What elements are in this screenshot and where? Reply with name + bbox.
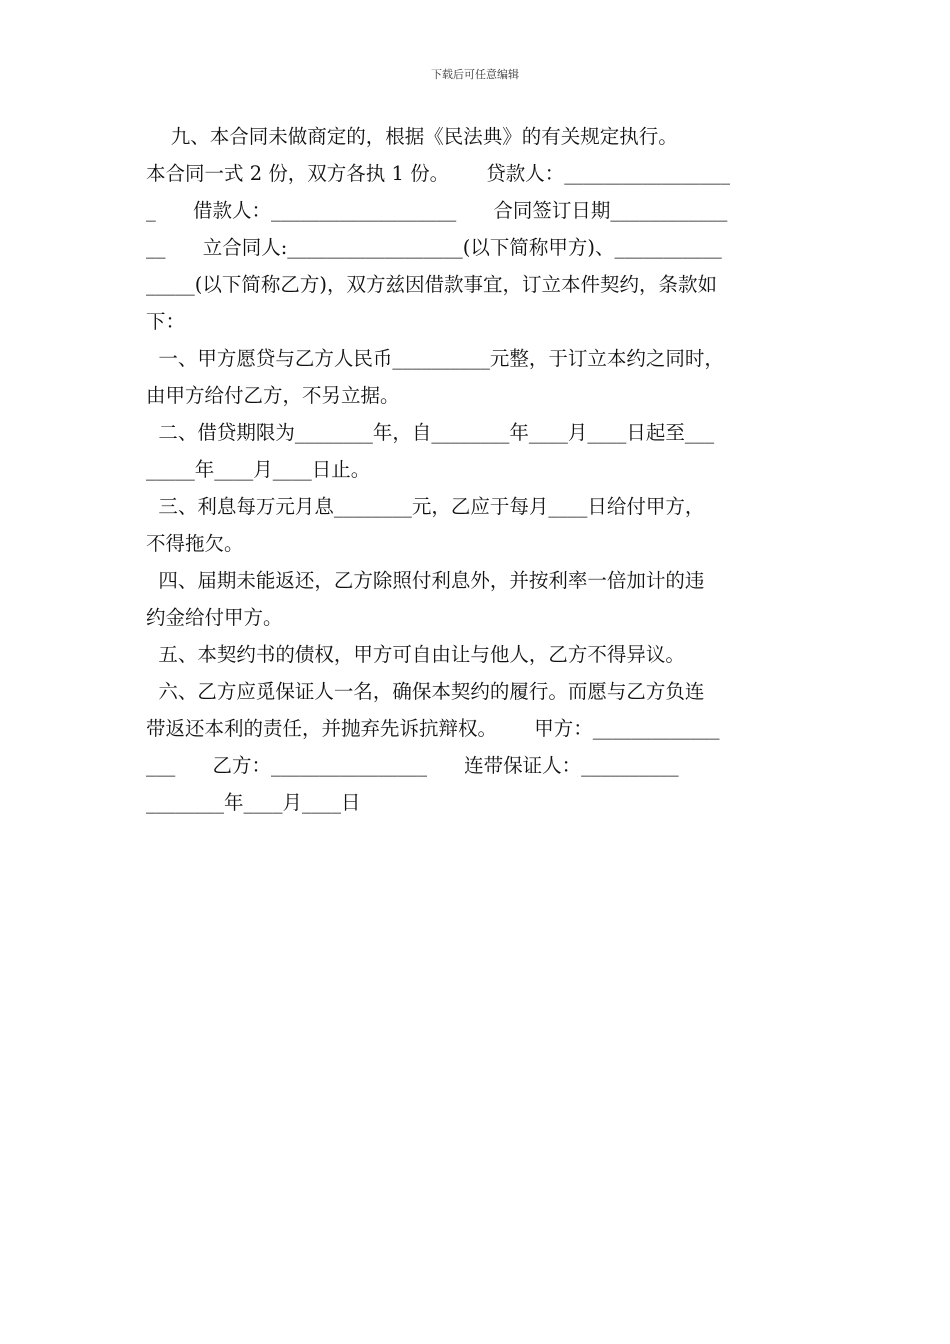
text-line: 六、乙方应觅保证人一名，确保本契约的履行。而愿与乙方负连	[146, 680, 705, 703]
text-line: __ 立合同人:__________________(以下简称甲方)、___________	[146, 236, 722, 259]
contract-body	[146, 118, 818, 821]
text-line: _____(以下简称乙方)，双方兹因借款事宜，订立本件契约，条款如	[146, 273, 717, 296]
text-line: 九、本合同未做商定的，根据《民法典》的有关规定执行。	[146, 125, 678, 148]
text-line: 本合同一式 2 份，双方各执 1 份。 贷款人：_________________	[146, 162, 731, 185]
text-line: 二、借贷期限为________年，自________年____月____日起至___	[146, 421, 715, 444]
text-line: 一、甲方愿贷与乙方人民币__________元整，于订立本约之同时，	[146, 347, 724, 370]
text-line: 不得拖欠。	[146, 532, 244, 555]
page-header: 下载后可任意编辑	[431, 68, 519, 81]
text-line: 四、届期未能返还，乙方除照付利息外，并按利率一倍加计的违	[146, 569, 705, 592]
text-line: ___ 乙方：________________ 连带保证人：__________	[146, 754, 679, 777]
text-line: 三、利息每万元月息________元，乙应于每月____日给付甲方，	[146, 495, 705, 518]
text-line: 由甲方给付乙方，不另立据。	[146, 384, 400, 407]
text-line: _ 借款人：___________________ 合同签订日期____________	[146, 199, 728, 222]
text-line: 带返还本利的责任，并抛弃先诉抗辩权。 甲方：_____________	[146, 717, 720, 740]
text-line: 五、本契约书的债权，甲方可自由让与他人，乙方不得异议。	[146, 643, 685, 666]
text-line: 下：	[146, 310, 186, 333]
text-line: _____年____月____日止。	[146, 458, 371, 481]
text-line: ________年____月____日	[146, 791, 361, 814]
text-line: 约金给付甲方。	[146, 606, 283, 629]
